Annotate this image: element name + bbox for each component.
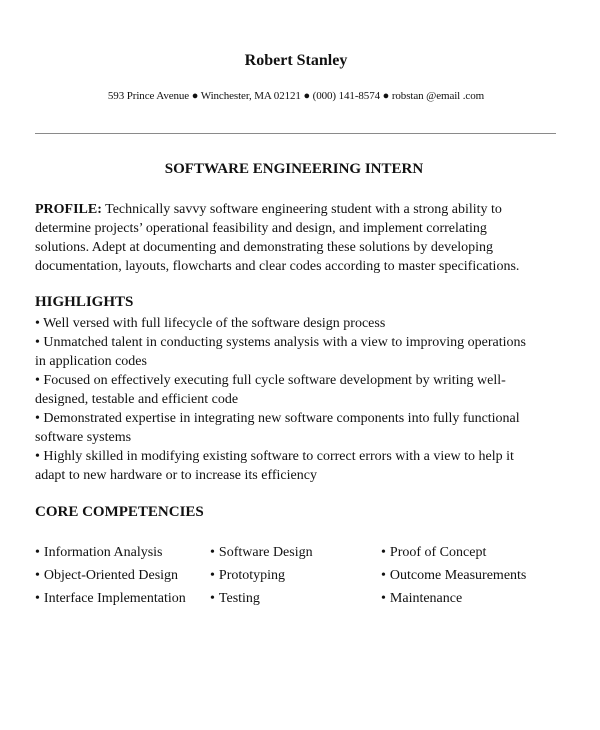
highlight-line: software systems [35, 430, 132, 445]
highlight-line: • Demonstrated expertise in integrating new software components into fully functional [35, 411, 520, 426]
competency-item: • Maintenance [381, 591, 463, 606]
highlight-line: designed, testable and efficient code [35, 392, 239, 407]
profile-line: PROFILE: Technically savvy software engineering student with a strong ability to [35, 202, 502, 217]
competency-item: • Outcome Measurements [381, 568, 527, 583]
core-competencies-heading: CORE COMPETENCIES [35, 504, 204, 520]
competency-item: • Prototyping [210, 568, 286, 583]
highlight-line: • Unmatched talent in conducting systems analysis with a view to improving operations [35, 335, 526, 350]
competency-item: • Proof of Concept [381, 545, 487, 560]
profile-label: PROFILE: [35, 202, 102, 217]
resume-title: SOFTWARE ENGINEERING INTERN [164, 161, 424, 177]
profile-line: determine projects’ operational feasibility and design, and implement correlating [35, 221, 487, 236]
highlight-line: • Highly skilled in modifying existing software to correct errors with a view to help it [35, 449, 514, 464]
highlight-line: • Focused on effectively executing full cycle software development by writing well- [35, 373, 506, 388]
competency-item: • Interface Implementation [35, 591, 186, 606]
highlights-heading: HIGHLIGHTS [35, 294, 134, 310]
competency-item: • Software Design [210, 545, 313, 560]
profile-line: documentation, layouts, flowcharts and clear codes according to master specifications. [35, 259, 520, 274]
candidate-name: Robert Stanley [244, 52, 348, 69]
competency-item: • Object-Oriented Design [35, 568, 179, 583]
header-divider [35, 133, 556, 134]
profile-section [35, 200, 560, 276]
highlight-line: adapt to new hardware or to increase its efficiency [35, 468, 317, 483]
highlights-list [35, 314, 560, 485]
competency-item: • Information Analysis [35, 545, 163, 560]
highlight-line: in application codes [35, 354, 147, 369]
contact-info: 593 Prince Avenue ● Winchester, MA 02121 ● (000) 141-8574 ● robstan @email .com [107, 90, 485, 102]
profile-line: solutions. Adept at documenting and demonstrating these solutions by developing [35, 240, 494, 255]
highlight-line: • Well versed with full lifecycle of the software design process [35, 316, 386, 331]
competency-item: • Testing [210, 591, 260, 606]
